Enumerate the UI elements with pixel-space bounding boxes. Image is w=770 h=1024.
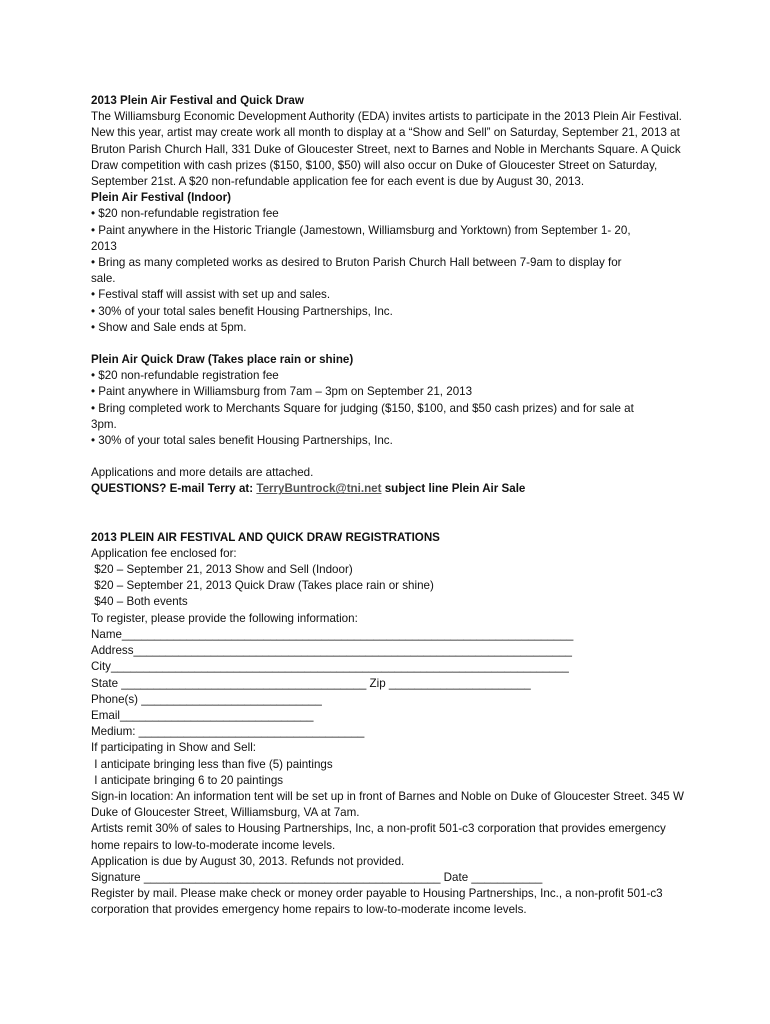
indoor-bullet-fee: • $20 non-refundable registration fee <box>91 207 279 221</box>
register-prompt: To register, please provide the following information: <box>91 611 358 625</box>
quickdraw-bullet-fee: • $20 non-refundable registration fee <box>91 369 279 383</box>
questions-line <box>91 481 691 497</box>
fee-option-show-sell: $20 – September 21, 2013 Show and Sell (Indoor) <box>91 563 353 577</box>
medium-field[interactable]: Medium: ___________________________________ <box>91 725 365 739</box>
state-zip-field[interactable]: State ______________________________________ Zip ______________________ <box>91 676 531 690</box>
quickdraw-bullet-bring: • Bring completed work to Merchants Square for judging ($150, $100, and $50 cash prizes) and for sale at <box>91 401 634 415</box>
indoor-bullet-staff: • Festival staff will assist with set up and sales. <box>91 288 331 302</box>
mail-note: Register by mail. Please make check or money order payable to Housing Partnerships, Inc., a non-profit 501-c3 corporation that provides emergency home repairs to low-to-moderate income levels. <box>91 887 663 917</box>
remit-note: Artists remit 30% of sales to Housing Partnerships, Inc, a non-profit 501-c3 corporation that provides emergency home repairs to low-to-moderate income levels. <box>91 822 666 852</box>
indoor-bullet-bring-cont: sale. <box>91 272 116 286</box>
city-field[interactable]: City_______________________________________________________________________ <box>91 660 569 674</box>
intro-paragraph: The Williamsburg Economic Development Authority (EDA) invites artists to participate in the 2013 Plein Air Festival. New this year, artist may create work all month to display at a “Show and Sell” on Saturday, September 21, 2013 at Bruton Parish Church Hall, 331 Duke of Gloucester Street, next to Barnes and Noble in Merchants Square. A Quick Draw competition with cash prizes ($150, $100, $50) will also occur on Duke of Gloucester Street on Saturday, September 21st. A $20 non-refundable application fee for each event is due by August 30, 2013. <box>91 110 682 189</box>
fee-option-quick-draw: $20 – September 21, 2013 Quick Draw (Takes place rain or shine) <box>91 579 434 593</box>
email-field[interactable]: Email______________________________ <box>91 708 314 722</box>
indoor-bullet-paint: • Paint anywhere in the Historic Triangle (Jamestown, Williamsburg and Yorktown) from September 1- 20, <box>91 223 631 237</box>
quickdraw-bullet-bring-cont: 3pm. <box>91 417 117 431</box>
indoor-bullet-sales: • 30% of your total sales benefit Housing Partnerships, Inc. <box>91 304 393 318</box>
registration-heading: 2013 PLEIN AIR FESTIVAL AND QUICK DRAW REGISTRATIONS <box>91 530 440 544</box>
quickdraw-bullet-paint: • Paint anywhere in Williamsburg from 7am – 3pm on September 21, 2013 <box>91 385 473 399</box>
indoor-heading: Plein Air Festival (Indoor) <box>91 191 232 205</box>
questions-prefix: QUESTIONS? E-mail Terry at: <box>91 482 257 496</box>
address-field[interactable]: Address____________________________________________________________________ <box>91 644 572 658</box>
paintings-option-six-twenty[interactable]: I anticipate bringing 6 to 20 paintings <box>91 773 284 787</box>
quickdraw-heading: Plein Air Quick Draw (Takes place rain or shine) <box>91 353 354 367</box>
indoor-bullet-ends: • Show and Sale ends at 5pm. <box>91 320 247 334</box>
document-title: 2013 Plein Air Festival and Quick Draw <box>91 94 304 107</box>
signin-location: Sign-in location: An information tent will be set up in front of Barnes and Noble on Duke of Gloucester Street. 345 W Duke of Gloucester Street, Williamsburg, VA at 7am. <box>91 789 684 820</box>
name-field[interactable]: Name______________________________________________________________________ <box>91 627 574 641</box>
applications-note: Applications and more details are attached. <box>91 466 314 480</box>
fee-label: Application fee enclosed for: <box>91 546 237 560</box>
indoor-bullet-paint-cont: 2013 <box>91 239 117 253</box>
show-sell-label: If participating in Show and Sell: <box>91 741 256 755</box>
paintings-option-less-five[interactable]: I anticipate bringing less than five (5) paintings <box>91 757 333 771</box>
fee-option-both: $40 – Both events <box>91 595 188 609</box>
questions-suffix: subject line Plein Air Sale <box>381 482 526 496</box>
indoor-bullet-bring: • Bring as many completed works as desired to Bruton Parish Church Hall between 7-9am to display for <box>91 256 622 270</box>
email-link[interactable]: TerryBuntrock@tni.net <box>256 482 382 496</box>
document-page <box>91 93 691 919</box>
phone-field[interactable]: Phone(s) ____________________________ <box>91 692 322 706</box>
due-note: Application is due by August 30, 2013. Refunds not provided. <box>91 854 405 868</box>
quickdraw-bullet-sales: • 30% of your total sales benefit Housing Partnerships, Inc. <box>91 434 393 448</box>
signature-date-field[interactable]: Signature ______________________________________________ Date ___________ <box>91 870 543 884</box>
